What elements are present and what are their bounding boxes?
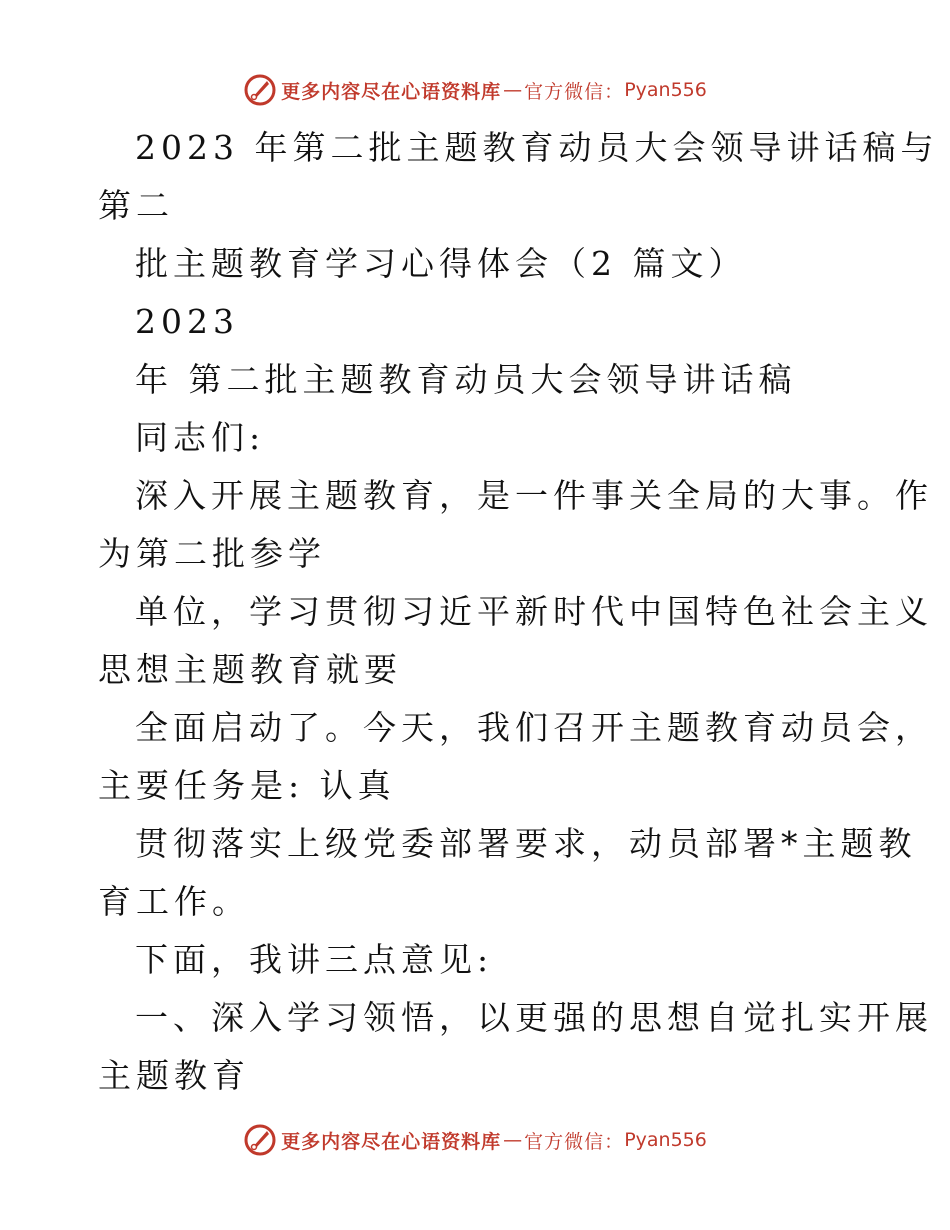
watermark-dash: — bbox=[503, 1129, 523, 1151]
footer-watermark bbox=[0, 1120, 950, 1160]
paragraph-line: 下面，我讲三点意见: bbox=[135, 940, 494, 979]
paragraph-line: 深入开展主题教育，是一件事关全局的大事。作 bbox=[135, 476, 933, 515]
paragraph-line: 全面启动了。今天，我们召开主题教育动员会， bbox=[135, 708, 933, 747]
salutation: 同志们: bbox=[135, 418, 266, 457]
paragraph-line: 为第二批参学 bbox=[98, 534, 326, 573]
section-heading-1: 一、深入学习领悟，以更强的思想自觉扎实开展 bbox=[135, 998, 933, 1037]
quill-logo-icon bbox=[243, 1123, 277, 1157]
watermark-site-text: 更多内容尽在心语资料库 bbox=[281, 1130, 502, 1153]
watermark-wechat-label: 官方微信： bbox=[524, 1130, 625, 1153]
subtitle-speech: 年 第二批主题教育动员大会领导讲话稿 bbox=[135, 360, 797, 399]
subtitle-year: 2023 bbox=[135, 302, 239, 341]
title-line-2: 第二 bbox=[98, 186, 174, 225]
watermark-wechat-id: Pyan556 bbox=[624, 79, 707, 101]
section-heading-1-cont: 主题教育 bbox=[98, 1056, 250, 1095]
watermark-wechat-id: Pyan556 bbox=[624, 1129, 707, 1151]
paragraph-line: 育工作。 bbox=[98, 882, 250, 921]
watermark-wechat-label: 官方微信： bbox=[524, 80, 625, 103]
paragraph-line: 思想主题教育就要 bbox=[98, 650, 402, 689]
paragraph-line: 贯彻落实上级党委部署要求，动员部署*主题教 bbox=[135, 824, 917, 863]
watermark-site-text: 更多内容尽在心语资料库 bbox=[281, 80, 502, 103]
quill-logo-icon bbox=[243, 73, 277, 107]
title-line-3: 批主题教育学习心得体会（2 篇文） bbox=[135, 244, 747, 283]
paragraph-line: 主要任务是: 认真 bbox=[98, 766, 396, 805]
title-line-1: 2023 年第二批主题教育动员大会领导讲话稿与 bbox=[135, 128, 939, 167]
header-watermark bbox=[0, 70, 950, 110]
paragraph-line: 单位，学习贯彻习近平新时代中国特色社会主义 bbox=[135, 592, 933, 631]
watermark-dash: — bbox=[503, 79, 523, 101]
